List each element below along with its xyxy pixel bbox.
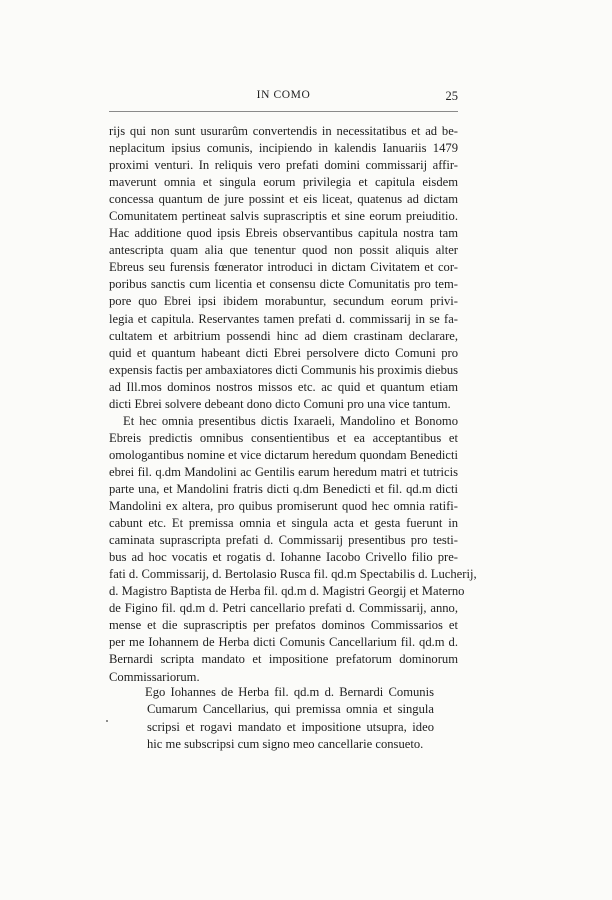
signature-line: Ego Iohannes de Herba fil. qd.m d. Bernardi Comunis xyxy=(145,685,434,699)
header-rule xyxy=(109,111,458,112)
body-text xyxy=(109,123,477,686)
text-line: Ebreus seu furensis fœnerator introduci in dictam Civitatem et cor- xyxy=(109,260,458,275)
text-line: Et hec omnia presentibus dictis Ixaraeli, Mandolino et Bonomo xyxy=(123,413,458,428)
signature-line: scripsi et rogavi mandato et impositione utsupra, ideo xyxy=(147,719,434,734)
text-line: cultatem et arbitrium possendi hinc ad diem crastinam declarare, xyxy=(109,328,458,343)
running-header xyxy=(109,89,458,109)
text-line: d. Magistro Baptista de Herba fil. qd.m d. Magistri Georgij et Materno xyxy=(109,584,465,599)
text-line: Ebreis predictis omnibus consentientibus et ea acceptantibus et xyxy=(109,430,458,445)
text-line: pore quo Ebrei ipsi ibidem morabuntur, secundum eorum privi- xyxy=(109,294,458,309)
paragraph-2 xyxy=(109,413,477,686)
paragraph-1 xyxy=(109,123,458,413)
text-line: quid et quantum habeant dicti Ebrei persolvere dicto Comuni pro xyxy=(109,345,458,360)
text-line: Commissariorum. xyxy=(109,669,200,684)
text-line: omologantibus nomine et vice dictarum heredum quondam Benedicti xyxy=(109,447,458,462)
text-line: ad Ill.mos dominos nostros missos etc. ac quid et quantum etiam xyxy=(109,379,458,394)
signature-line: Cumarum Cancellarius, qui premissa omnia et singula xyxy=(147,702,434,717)
text-line: cabunt etc. Et premissa omnia et singula acta et gesta fuerunt in xyxy=(109,516,458,531)
text-line: bus ad hoc vocatis et rogatis d. Iohanne Iacobo Crivello filio pre- xyxy=(109,550,458,565)
text-line: proximi venturi. In reliquis vero prefati domini commissarij affir- xyxy=(109,158,458,173)
text-line: per me Iohannem de Herba dicti Comunis Cancellarium fil. qd.m d. xyxy=(109,635,458,650)
text-line: rijs qui non sunt usurarûm convertendis in necessitatibus et ad be- xyxy=(109,124,458,138)
signature-line: hic me subscripsi cum signo meo cancellarie consueto. xyxy=(147,737,424,752)
text-line: Mandolini ex altera, pro quibus promiserunt quod hec omnia ratifi- xyxy=(109,499,458,514)
text-line: neplacitum ipsius comunis, incipiendo in kalendis Ianuariis 1479 xyxy=(109,141,458,156)
text-line: caminata suprascripta prefati d. Commissarij presentibus pro testi- xyxy=(109,533,458,548)
text-line: mense et die suprascriptis per prefatos dominos Commissarios et xyxy=(109,618,458,633)
text-line: de Figino fil. qd.m d. Petri cancellario prefati d. Commissarij, anno, xyxy=(109,601,458,616)
text-line: antescripta quam alia que tenentur quod non possit aliquis alter xyxy=(109,243,458,258)
text-line: Comunitatem pertineat salvis suprascriptis et sine eorum preiuditio. xyxy=(109,209,458,224)
text-line: ebrei fil. q.dm Mandolini ac Gentilis earum heredum matri et tutricis xyxy=(109,464,458,479)
text-line: parte una, et Mandolini fratris dicti q.dm Benedicti et fil. qd.m dicti xyxy=(109,481,458,496)
signature-block xyxy=(145,684,434,754)
text-line: dicti Ebrei solvere debeant dono dicto Comuni pro una vice tantum. xyxy=(109,396,451,411)
text-line: Hac additione quod ipsis Ebreis observantibus capitula nostra tam xyxy=(109,226,458,241)
text-line: legia et capitula. Reservantes tamen prefati d. commissarij in se fa- xyxy=(109,311,458,326)
text-line: expensis factis per ambaxiatores dicti Communis his proximis diebus xyxy=(109,362,459,377)
text-line: concessa quantum de jure possint et eis liceat, quatenus ad dictam xyxy=(109,192,458,207)
text-line: poribus sanctis cum licentia et consensu dicte Comunitatis pro tem- xyxy=(109,277,458,292)
page-number: 25 xyxy=(445,89,458,103)
text-line: Bernardi scripta mandato et impositione prefatorum dominorum xyxy=(109,652,458,667)
text-line: maverunt omnia et singula eorum privilegia et capitula eisdem xyxy=(109,175,458,190)
ink-speck xyxy=(106,720,108,722)
text-line: fati d. Commissarij, d. Bertolasio Rusca fil. qd.m Spectabilis d. Lucherij, xyxy=(109,567,477,582)
header-title: IN COMO xyxy=(256,89,311,101)
